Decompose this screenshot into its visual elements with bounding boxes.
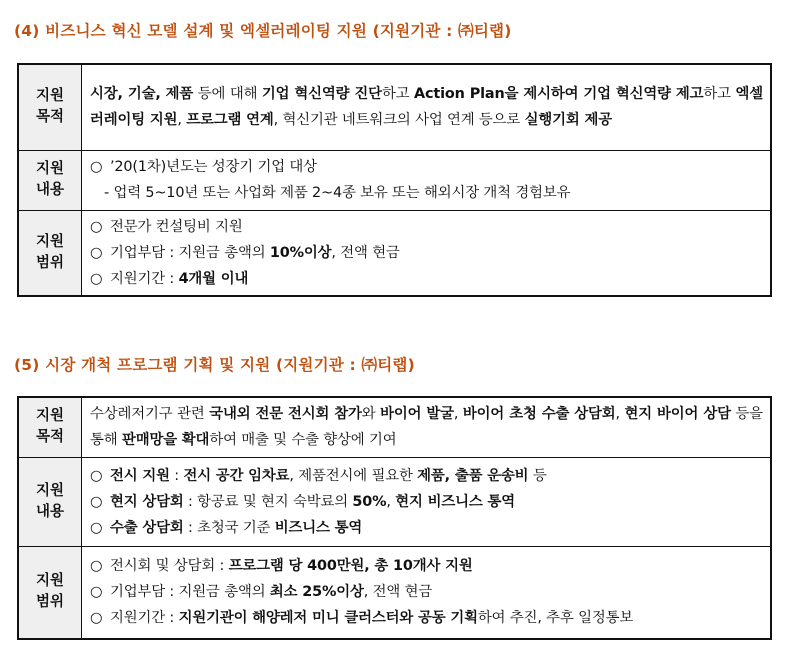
table-row xyxy=(18,64,771,150)
content-line xyxy=(90,240,763,266)
text-segment: 프로그램 연계 xyxy=(186,112,274,129)
row-content xyxy=(82,397,772,457)
section-5-table xyxy=(17,396,772,640)
content-line xyxy=(90,605,763,631)
text-segment: 판매망을 확대 xyxy=(121,432,210,449)
label-line: 목적 xyxy=(35,429,64,446)
text-segment: 등을 통해 xyxy=(90,406,763,449)
text-segment: 지원기간 : xyxy=(110,270,179,287)
table-row xyxy=(18,397,771,457)
text-segment: 현지 바이어 상담 xyxy=(624,406,731,423)
content-line xyxy=(90,553,763,579)
label-line: 내용 xyxy=(35,182,64,198)
text-segment: 기업부담 : 지원금 총액의 xyxy=(110,584,270,601)
text-segment: , 전액 현금 xyxy=(363,584,433,601)
text-segment: 하고 xyxy=(703,86,736,103)
text-segment: 수상레저기구 관련 xyxy=(90,406,210,423)
text-segment: 50% xyxy=(352,493,387,510)
text-segment: - 업력 5~10년 또는 사업화 제품 2~4종 보유 또는 해외시장 개척 경험보유 xyxy=(104,185,571,201)
text-segment: 등 xyxy=(528,467,547,484)
text-segment: 기업부담 : 지원금 총액의 xyxy=(110,244,270,261)
content-line xyxy=(90,154,763,180)
bullet-icon: ○ xyxy=(90,493,103,510)
text-segment: 바이어 초청 수출 상담회 xyxy=(462,406,616,423)
text-segment: , 전액 현금 xyxy=(331,244,400,261)
label-line: 지원 xyxy=(35,573,64,590)
content-line xyxy=(90,489,763,515)
text-segment: , xyxy=(177,112,187,129)
text-segment: 전시 공간 임차료 xyxy=(183,467,290,484)
text-segment: 현지 비즈니스 통역 xyxy=(395,493,515,510)
row-content xyxy=(82,150,772,210)
row-content xyxy=(82,210,772,296)
content-line xyxy=(90,266,763,292)
text-segment: , xyxy=(615,406,625,423)
table-row xyxy=(18,210,771,296)
row-label xyxy=(18,210,82,296)
text-segment: , xyxy=(386,493,396,510)
table-row xyxy=(18,457,771,546)
text-segment: 와 xyxy=(361,406,381,423)
bullet-icon: ○ xyxy=(90,610,103,627)
text-segment: 시장, 기술, 제품 xyxy=(90,86,194,103)
label-line: 내용 xyxy=(35,503,64,520)
text-segment: 프로그램 당 400만원, 총 10개사 지원 xyxy=(228,558,473,575)
label-line: 지원 xyxy=(35,161,64,177)
row-content xyxy=(82,457,772,546)
bullet-icon: ○ xyxy=(90,558,103,575)
bullet-icon: ○ xyxy=(90,159,103,175)
text-segment: 국내외 전문 전시회 참가 xyxy=(209,406,362,423)
content-line xyxy=(90,515,763,541)
row-label xyxy=(18,64,82,150)
bullet-icon: ○ xyxy=(90,519,103,536)
text-segment: 기업 혁신역량 진단 xyxy=(261,86,382,103)
text-segment: 10%이상 xyxy=(269,244,332,261)
text-segment: 하여 추진, 추후 일정통보 xyxy=(477,610,634,627)
text-segment: 최소 25%이상 xyxy=(269,584,364,601)
section-4-table xyxy=(17,63,772,297)
section-5-title: (5) 시장 개척 프로그램 기획 및 지원 (지원기관 : ㈜티랩) xyxy=(14,356,415,374)
text-segment: 제품, 출품 운송비 xyxy=(417,467,529,484)
text-segment: 지원기간 : xyxy=(110,610,179,627)
row-content xyxy=(82,546,772,639)
table-row xyxy=(18,150,771,210)
content-line xyxy=(90,463,763,489)
bullet-icon: ○ xyxy=(90,467,103,484)
row-label xyxy=(18,397,82,457)
text-segment: : 초청국 기준 xyxy=(183,519,275,536)
row-label xyxy=(18,546,82,639)
text-segment: 하여 매출 및 수출 향상에 기여 xyxy=(209,432,397,449)
content-line xyxy=(90,180,763,206)
label-line: 지원 xyxy=(35,233,64,250)
text-segment: 전문가 컨설팅비 지원 xyxy=(110,218,243,235)
text-segment: 전시회 및 상담회 : xyxy=(110,558,229,575)
section-4-title: (4) 비즈니스 혁신 모델 설계 및 엑셀러레이팅 지원 (지원기관 : ㈜티랩) xyxy=(14,22,512,40)
text-segment: 실행기회 제공 xyxy=(524,112,612,129)
text-segment: 등에 대해 xyxy=(193,86,262,103)
label-line: 지원 xyxy=(35,88,64,105)
text-segment: : 항공료 및 현지 숙박료의 xyxy=(183,493,353,510)
content-line xyxy=(90,214,763,240)
text-segment: , 혁신기관 네트워크의 사업 연계 등으로 xyxy=(273,112,525,129)
text-segment: 4개월 이내 xyxy=(178,270,249,287)
bullet-icon: ○ xyxy=(90,584,103,601)
content-line xyxy=(90,579,763,605)
text-segment: 비즈니스 통역 xyxy=(274,519,363,536)
text-segment: 지원기관이 해양레저 미니 클러스터와 공동 기획 xyxy=(178,610,478,627)
text-segment: 엑셀러레이팅 지원 xyxy=(90,86,763,129)
text-segment: , xyxy=(453,406,463,423)
bullet-icon: ○ xyxy=(90,244,103,261)
bullet-icon: ○ xyxy=(90,218,103,235)
label-line: 범위 xyxy=(35,254,64,271)
label-line: 범위 xyxy=(35,594,64,611)
label-line: 지원 xyxy=(35,482,64,499)
text-segment: 수출 상담회 xyxy=(110,519,184,536)
text-segment: Action Plan을 제시하여 기업 혁신역량 제고 xyxy=(414,86,704,103)
row-label xyxy=(18,150,82,210)
bullet-icon: ○ xyxy=(90,270,103,287)
table-row xyxy=(18,546,771,639)
label-line: 목적 xyxy=(35,109,64,126)
text-segment: : xyxy=(169,467,184,484)
row-label xyxy=(18,457,82,546)
text-segment: 바이어 발굴 xyxy=(380,406,454,423)
text-segment: 현지 상담회 xyxy=(110,493,184,510)
label-line: 지원 xyxy=(35,408,64,425)
text-segment: ’20(1차)년도는 성장기 기업 대상 xyxy=(110,159,317,175)
row-content xyxy=(82,64,772,150)
text-segment: , 제품전시에 필요한 xyxy=(289,467,418,484)
text-segment: 하고 xyxy=(381,86,415,103)
text-segment: 전시 지원 xyxy=(110,467,170,484)
